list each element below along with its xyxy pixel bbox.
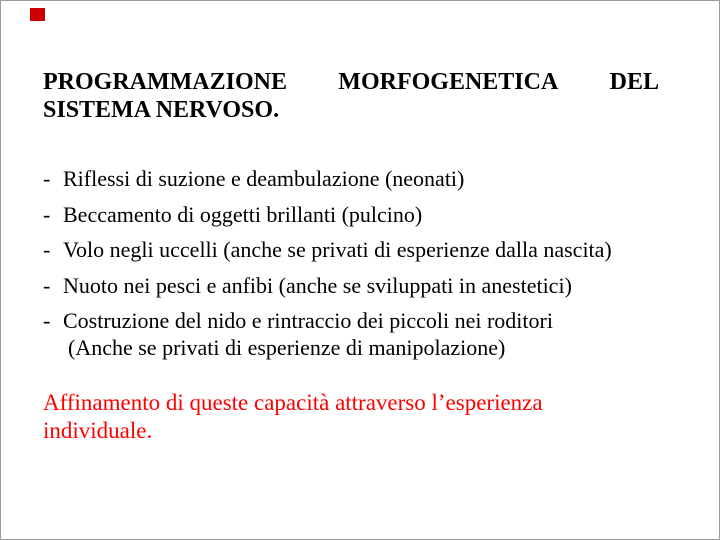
list-item-line: Costruzione del nido e rintraccio dei piccoli nei roditori — [63, 308, 553, 333]
red-note-line-1: Affinamento di queste capacità attraverso l’esperienza — [43, 390, 543, 415]
dash-bullet: - — [43, 308, 51, 333]
title-word-2: MORFOGENETICA — [338, 69, 559, 95]
list-item — [43, 201, 693, 228]
list-item-line: Beccamento di oggetti brillanti (pulcino) — [63, 201, 423, 227]
bullet-list — [43, 165, 693, 370]
list-item-line: Volo negli uccelli (anche se privati di esperienze dalla nascita) — [63, 237, 612, 262]
list-item-text — [63, 165, 693, 192]
title-line-2: SISTEMA NERVOSO. — [43, 97, 280, 123]
list-item — [43, 236, 693, 263]
red-note — [43, 389, 543, 445]
dash-bullet: - — [43, 272, 51, 298]
dash-bullet: - — [43, 166, 51, 191]
list-item — [43, 165, 693, 192]
red-square-marker — [30, 8, 45, 21]
title-line-1 — [43, 68, 659, 96]
list-item-text — [63, 236, 693, 263]
list-item — [43, 307, 693, 361]
list-item-text — [63, 307, 693, 361]
red-note-line-2: individuale. — [43, 418, 153, 443]
list-item-text — [63, 272, 693, 299]
slide-title — [43, 68, 659, 124]
title-word-3: DEL — [609, 69, 659, 95]
list-item-line: Riflessi di suzione e deambulazione (neonati) — [63, 166, 465, 191]
list-item — [43, 272, 693, 299]
list-item-line-continuation: (Anche se privati di esperienze di manipolazione) — [68, 335, 506, 360]
list-item-text — [63, 201, 693, 228]
dash-bullet: - — [43, 201, 51, 227]
list-item-line: Nuoto nei pesci e anfibi (anche se sviluppati in anestetici) — [63, 272, 572, 298]
title-word-1: PROGRAMMAZIONE — [43, 69, 287, 95]
dash-bullet: - — [43, 237, 51, 262]
